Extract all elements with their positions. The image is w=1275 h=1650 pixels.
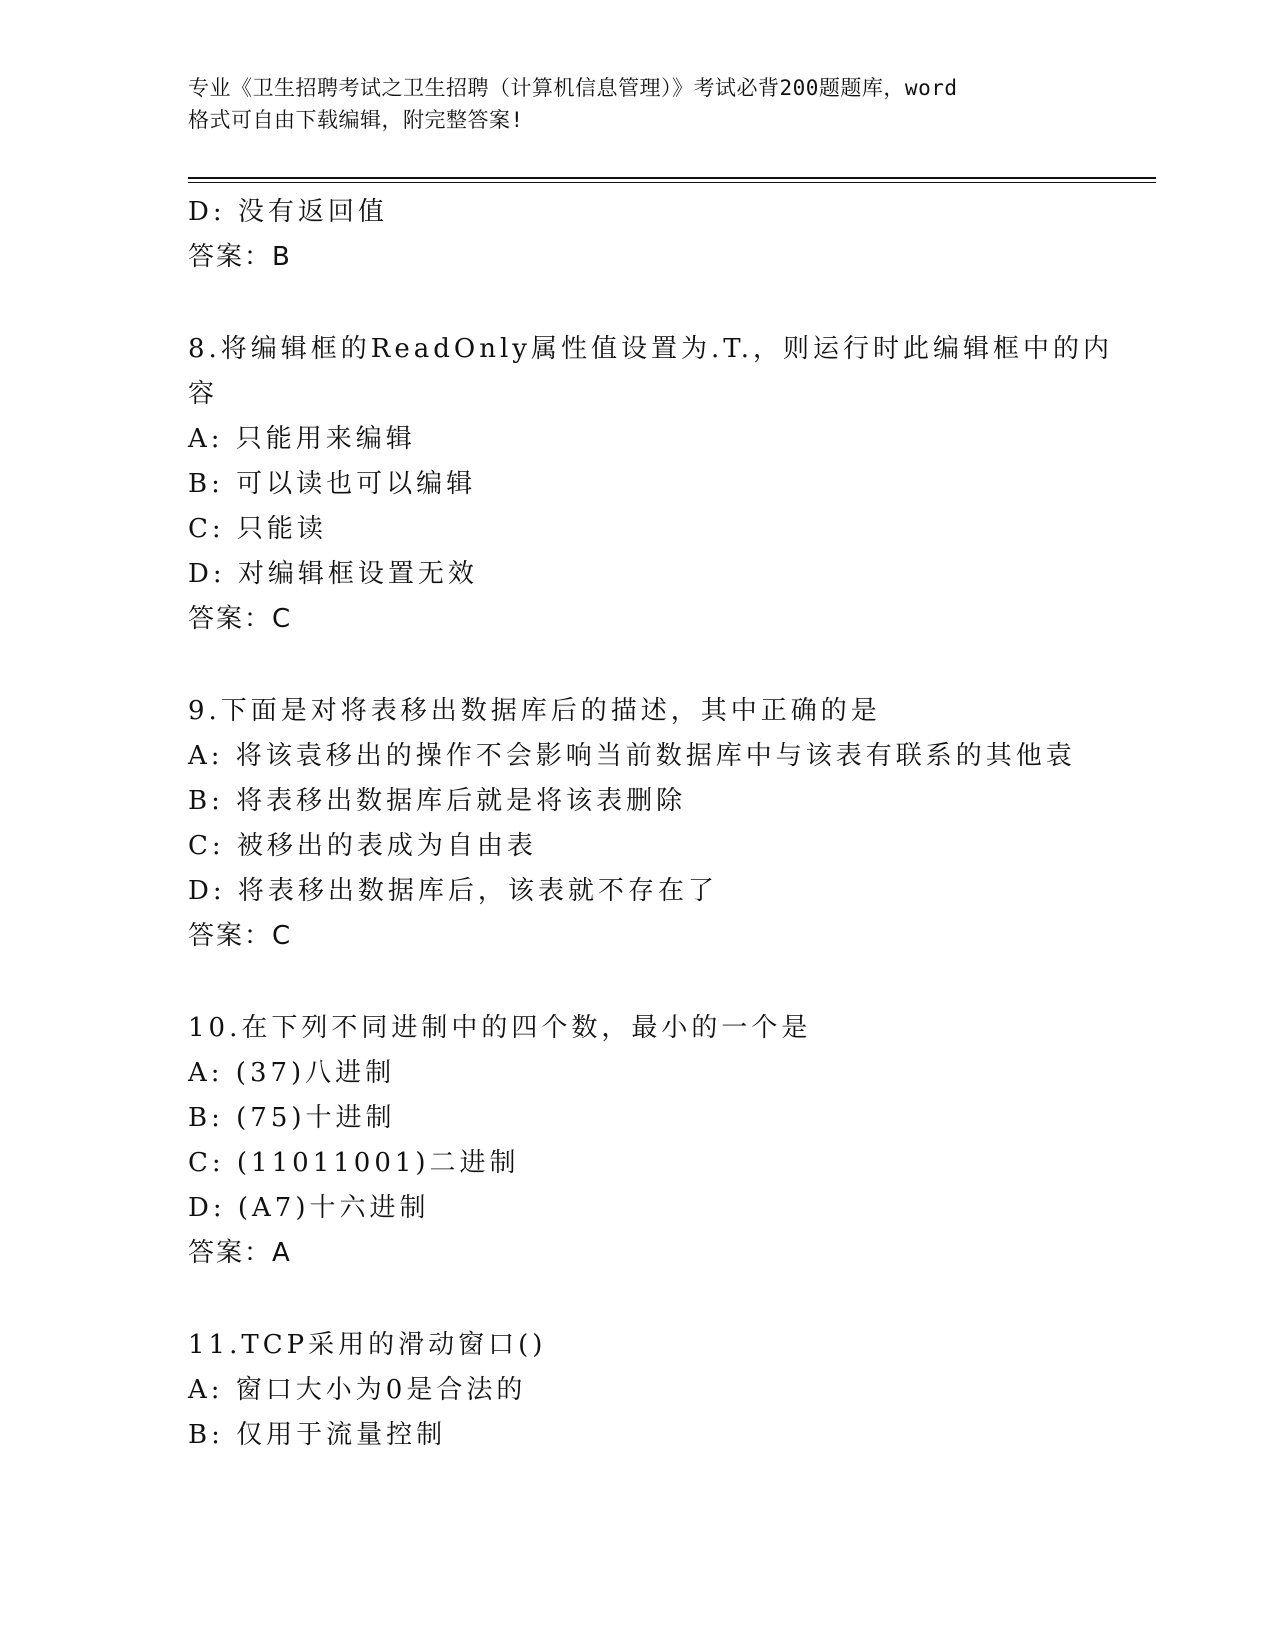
option-b: B: 仅用于流量控制 — [188, 1420, 447, 1450]
question-9 — [188, 689, 1088, 959]
header-rule-thin — [188, 182, 1156, 183]
option-a: A: (37)八进制 — [188, 1058, 396, 1088]
header-rule-thick — [188, 177, 1156, 179]
answer: 答案：B — [188, 242, 292, 272]
question-title-cont: 容 — [188, 379, 219, 409]
option-b: B: (75)十进制 — [188, 1103, 396, 1133]
question-title: 10.在下列不同进制中的四个数，最小的一个是 — [188, 1013, 812, 1043]
answer: 答案：C — [188, 921, 293, 951]
header-line-2: 格式可自由下载编辑，附完整答案! — [188, 108, 524, 132]
question-title: 11.TCP采用的滑动窗口() — [188, 1330, 547, 1360]
option-a: A: 只能用来编辑 — [188, 424, 416, 454]
option-a: A: 将该袁移出的操作不会影响当前数据库中与该表有联系的其他袁 — [188, 741, 1076, 771]
option-a: A: 窗口大小为0是合法的 — [188, 1375, 527, 1405]
document-header — [188, 72, 1088, 136]
option-d: D: 没有返回值 — [188, 197, 388, 227]
option-c: C: 只能读 — [188, 514, 327, 544]
question-title: 9.下面是对将表移出数据库后的描述，其中正确的是 — [188, 696, 881, 726]
question-8 — [188, 327, 1114, 642]
header-line-1: 专业《卫生招聘考试之卫生招聘（计算机信息管理）》考试必背200题题库，word — [188, 76, 958, 100]
option-d: D: 将表移出数据库后，该表就不存在了 — [188, 876, 718, 906]
answer: 答案：C — [188, 604, 293, 634]
answer: 答案：A — [188, 1238, 292, 1268]
question-10 — [188, 1006, 1088, 1276]
option-b: B: 将表移出数据库后就是将该表删除 — [188, 786, 687, 816]
option-d: D: 对编辑框设置无效 — [188, 559, 478, 589]
question-11 — [188, 1323, 1088, 1458]
option-c: C: (11011001)二进制 — [188, 1148, 520, 1178]
option-c: C: 被移出的表成为自由表 — [188, 831, 537, 861]
question-content — [188, 190, 1114, 1458]
question-title: 8.将编辑框的ReadOnly属性值设置为.T.，则运行时此编辑框中的内 — [188, 334, 1114, 364]
option-d: D: (A7)十六进制 — [188, 1193, 430, 1223]
option-b: B: 可以读也可以编辑 — [188, 469, 477, 499]
